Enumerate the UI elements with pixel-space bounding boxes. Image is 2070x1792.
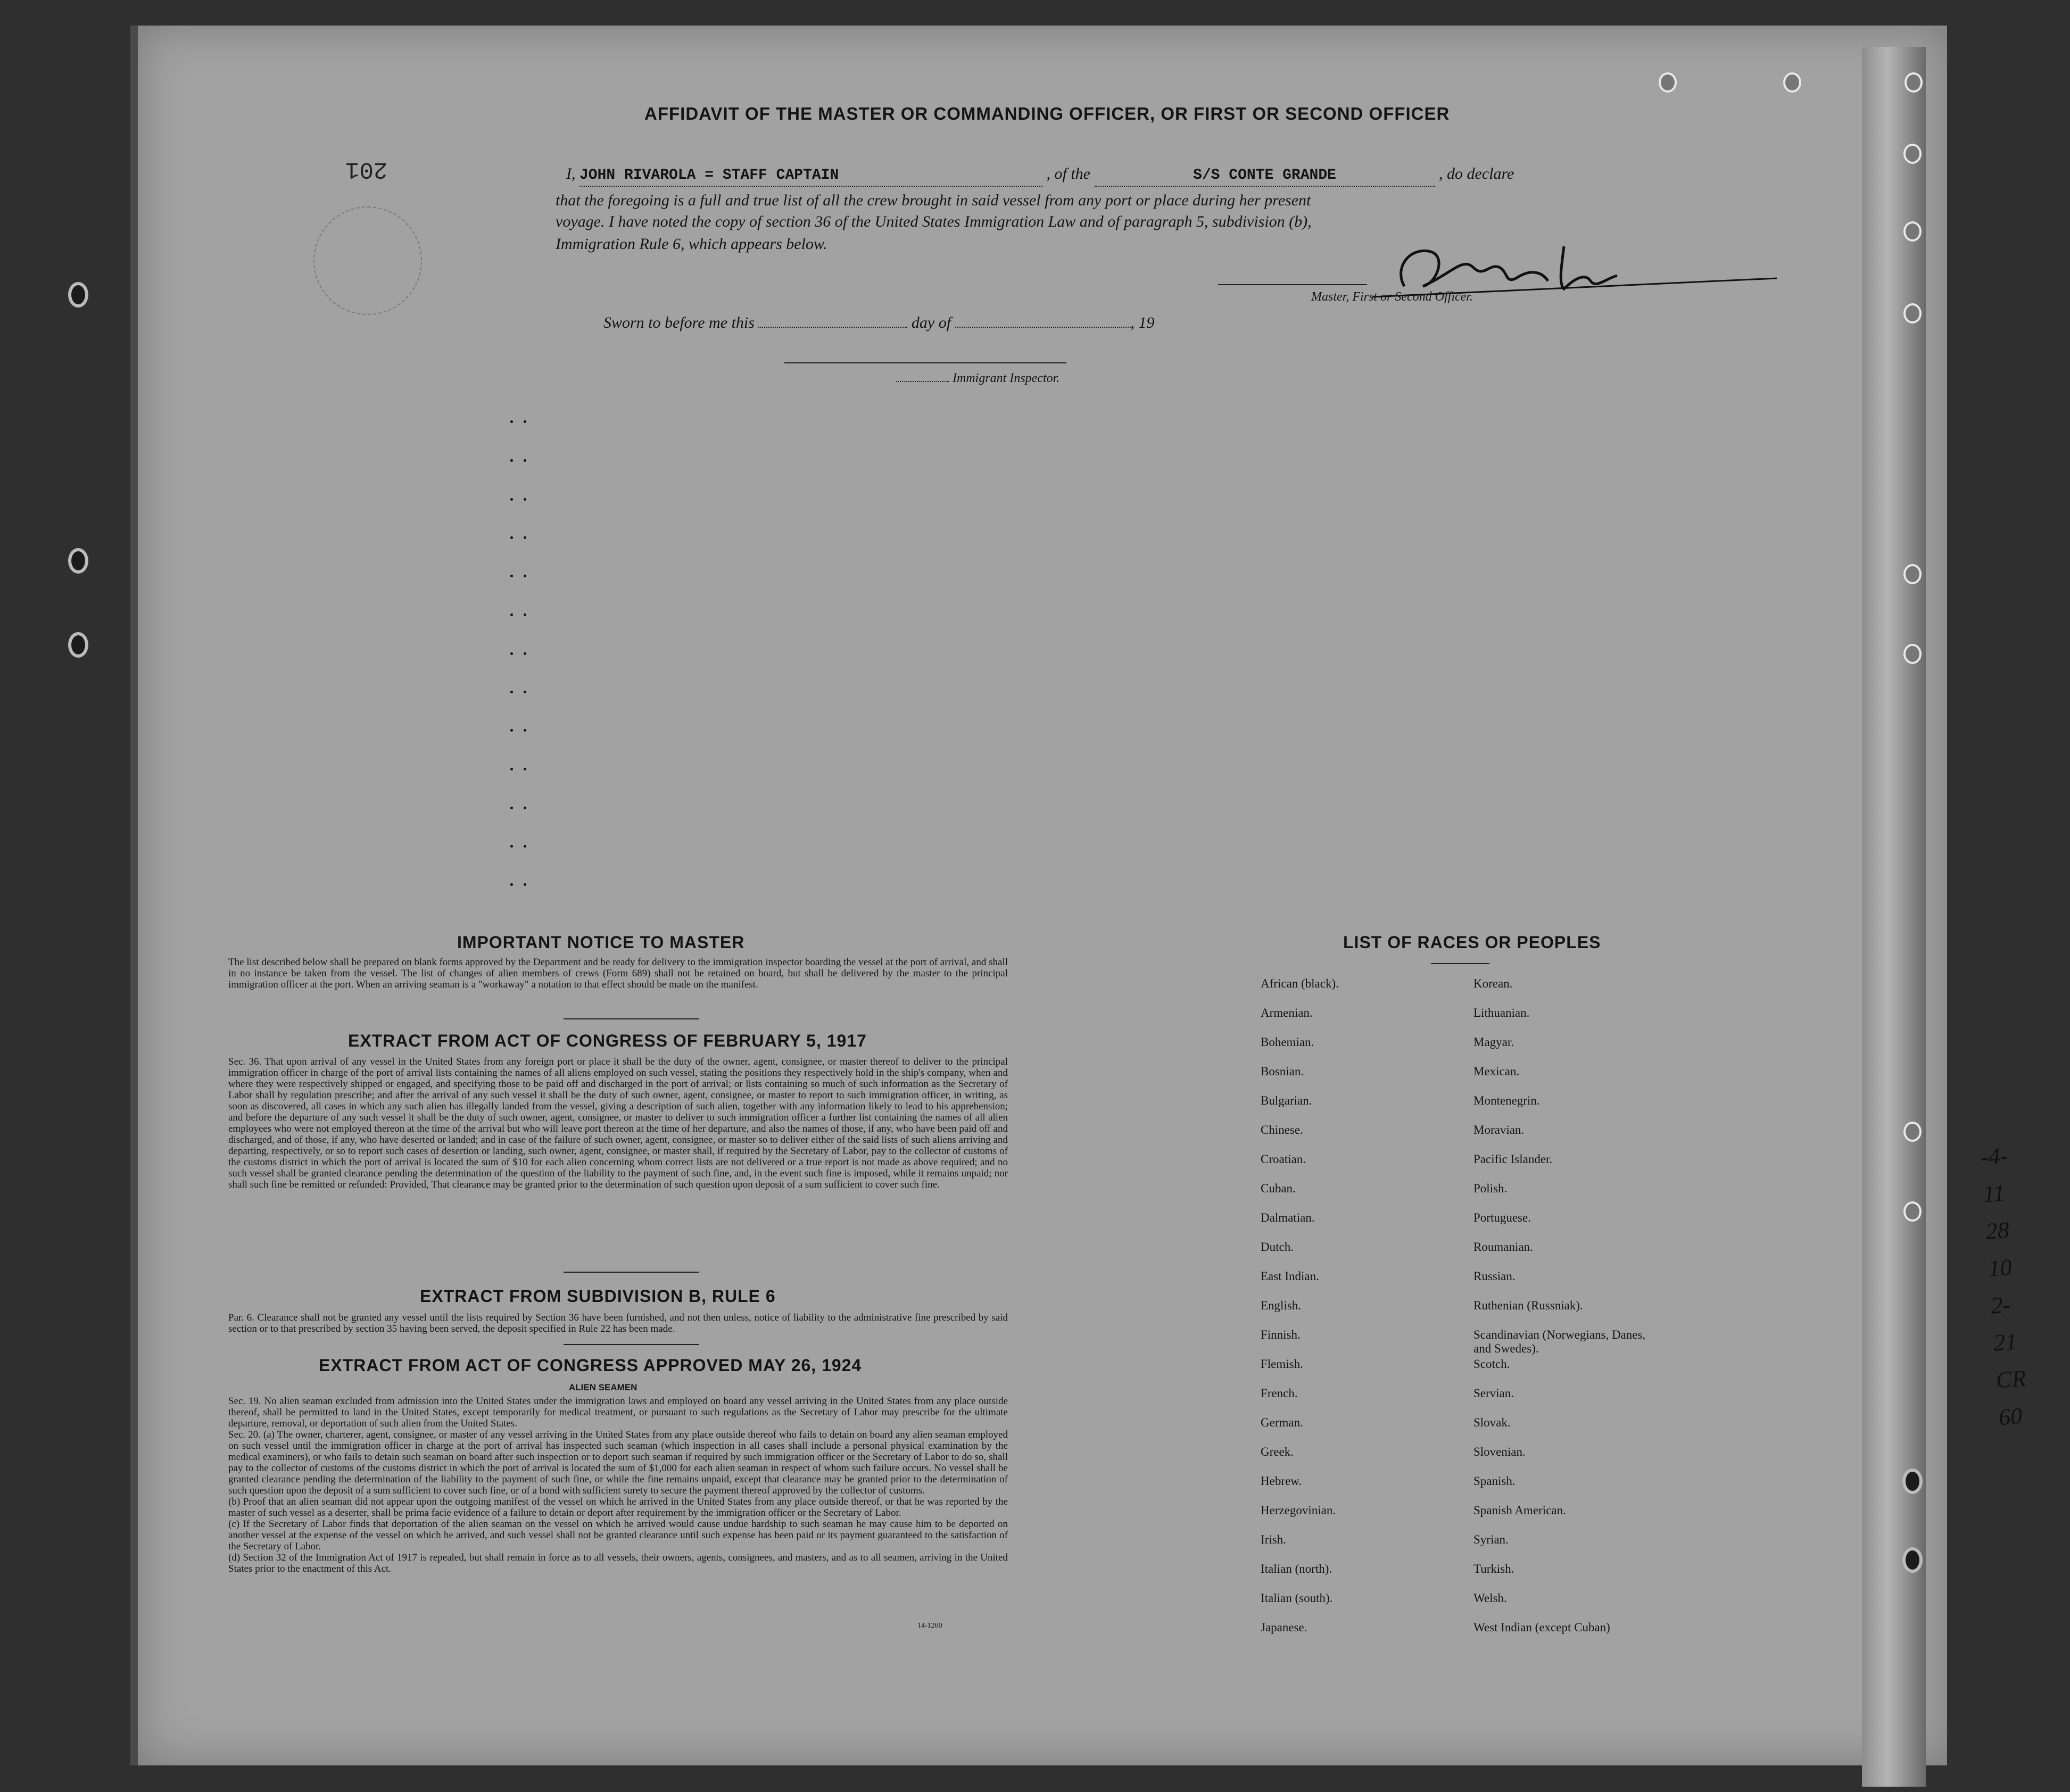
sworn-line (603, 313, 1155, 333)
race-item: Croatian. (1261, 1152, 1306, 1166)
race-item: Spanish. (1473, 1474, 1516, 1488)
race-item: East Indian. (1261, 1270, 1319, 1283)
races-left-column (1261, 977, 1473, 1650)
binder-hole (68, 632, 88, 658)
binder-hole (1903, 144, 1922, 164)
binder-hole (1783, 72, 1801, 93)
subdivision-title: EXTRACT FROM SUBDIVISION B, RULE 6 (420, 1287, 776, 1306)
race-item: Korean. (1473, 977, 1513, 990)
declarant-name: JOHN RIVAROLA = STAFF CAPTAIN (579, 165, 1042, 187)
sec-20b: (b) Proof that an alien seaman did not appear upon the outgoing manifest of the vessel on which he arrived in the United States from any place outside thereof, or that he was reported by the master of such vessel as a deserter, shall be prima facie evidence of a failure to detain or deport after requirement by the immigration officer or the Secretary of Labor. (228, 1496, 1008, 1519)
races-title: LIST OF RACES OR PEOPLES (1343, 933, 1601, 952)
binder-hole (68, 282, 88, 308)
binder-hole (1903, 303, 1922, 323)
race-item: Welsh. (1473, 1591, 1507, 1605)
race-item: Moravian. (1473, 1123, 1525, 1136)
race-item: French. (1261, 1387, 1298, 1400)
race-item: Russian. (1473, 1270, 1516, 1283)
race-item: Bulgarian. (1261, 1094, 1312, 1107)
races-right-column (1473, 977, 1686, 1650)
notice-text: The list described below shall be prepared on blank forms approved by the Department and be ready for delivery to the immigration inspector boarding the vessel at the port of arrival, and shall in no instance be taken from the vessel. The list of changes of alien members of crews (Form 689) shall not be retained on board, but shall be delivered by the master to the principal immigration officer at the port. When an arriving seaman is a "workaway" a notation to that effect should be made on the manifest. (228, 957, 1008, 990)
race-item: Irish. (1261, 1533, 1286, 1546)
race-item: Turkish. (1473, 1562, 1514, 1575)
binder-hole (1902, 1547, 1923, 1573)
race-item: Bohemian. (1261, 1035, 1314, 1049)
race-item: German. (1261, 1416, 1303, 1429)
race-item: Scotch. (1473, 1357, 1510, 1371)
race-item: Cuban. (1261, 1182, 1296, 1195)
affidavit-i: I, (566, 165, 576, 182)
binder-hole (1905, 72, 1923, 93)
affidavit-title: AFFIDAVIT OF THE MASTER OR COMMANDING OFFICER, OR FIRST OR SECOND OFFICER (644, 104, 1450, 123)
race-item: West Indian (except Cuban) (1473, 1621, 1610, 1634)
race-item: Italian (south). (1261, 1591, 1333, 1605)
race-item: Japanese. (1261, 1621, 1307, 1634)
race-item: Hebrew. (1261, 1474, 1302, 1488)
binder-hole (1903, 1201, 1922, 1222)
race-item: Magyar. (1473, 1035, 1514, 1049)
affidavit-line-2: that the foregoing is a full and true list of all the crew brought in said vessel from any port or place during her present (556, 192, 1311, 209)
master-label: Master, First or Second Officer. (1311, 290, 1473, 304)
race-item: Spanish American. (1473, 1504, 1566, 1517)
binder-hole (1903, 221, 1922, 242)
form-number: 14-1260 (917, 1622, 942, 1630)
binder-hole (1902, 1469, 1923, 1494)
race-item: Scandinavian (Norwegians, Danes, and Swedes). (1473, 1328, 1646, 1355)
extract-1924-title: EXTRACT FROM ACT OF CONGRESS APPROVED MAY 26, 1924 (319, 1356, 862, 1375)
race-item: Portuguese. (1473, 1211, 1531, 1224)
race-item: Ruthenian (Russniak). (1473, 1299, 1583, 1312)
race-item: Armenian. (1261, 1006, 1313, 1019)
race-item: Flemish. (1261, 1357, 1303, 1371)
of-the-label: , of the (1046, 165, 1090, 182)
race-item: English. (1261, 1299, 1302, 1312)
extract-1917-text: Sec. 36. That upon arrival of any vessel in the United States from any foreign port or place it shall be the duty of the owner, agent, consignee, or master thereof to deliver to the principal immigration officer in charge of the port of arrival lists containing the names of all aliens employed on such vessel, stating the positions they respectively hold in the ship's company, when and where they were respectively shipped or engaged, and specifying those to be paid off and discharged in the port of arrival; or lists containing so much of such information as the Secretary of Labor shall by regulation prescribe; and after the arrival of any such vessel it shall be the duty of such owner, agent, consignee, or master to report to such immigration officer, in writing, as soon as discovered, all cases in which any such alien has illegally landed from the vessel, giving a description of such alien, together with any information likely to lead to his apprehension; and before the departure of any such vessel it shall be the duty of such owner, agent, consignee, or master to deliver to such immigration officer a further list containing the names of all alien employees who were not employed thereon at the time of the arrival but who will leave port thereon at the time of her departure, and also the names of those, if any, who have been paid off and discharged, and of those, if any, who have deserted or landed; and in case of the failure of such owner, agent, consignee, or master so to deliver either of the said lists of such aliens arriving and departing, respectively, or so to report such cases of desertion or landing, such owner, agent, consignee, or master shall, if required by the Secretary of Labor, pay to the collector of customs of the customs district in which the port of arrival is located the sum of $10 for each alien concerning whom correct lists are not delivered or a true report is not made as above required; and no such vessel shall be granted clearance pending the determination of the question of the liability to the payment of such fine, and, in the event such fine is imposed, while it remains unpaid; nor shall such fine be remitted or refunded: Provided, That clearance may be granted prior to the determination of such question upon deposit of a sum sufficient to cover such fine. (228, 1056, 1008, 1190)
race-item: Slovenian. (1473, 1445, 1526, 1458)
race-item: Mexican. (1473, 1065, 1520, 1078)
alien-seamen-subtitle: ALIEN SEAMEN (569, 1382, 637, 1392)
inspector-label: Immigrant Inspector. (953, 371, 1060, 385)
binder-hole (1903, 564, 1922, 584)
binder-hole (1903, 644, 1922, 664)
vessel-name: S/S CONTE GRANDE (1095, 165, 1435, 187)
sec-20c: (c) If the Secretary of Labor finds that deportation of the alien seaman on the vessel on which he arrived would cause undue hardship to such seaman he may cause him to be deported on another vessel at the expense of the vessel on which he arrived, and such vessel shall not be granted clearance until such expense has been paid or its payment guaranteed to the satisfaction of the Secretary of Labor. (228, 1519, 1008, 1552)
subdivision-text: Par. 6. Clearance shall not be granted any vessel until the lists required by Section 36 have been furnished, and not then unless, notice of liability to the administrative fine prescribed by said section or to that prescribed by section 35 having been served, the deposit specified in Rule 22 has been made. (228, 1312, 1008, 1334)
margin-notes: -4-11 28 10 2-21 CR 60 (1980, 1142, 2027, 1431)
race-item: Dutch. (1261, 1240, 1294, 1254)
race-item: Roumanian. (1473, 1240, 1533, 1254)
page-number: 201 (345, 156, 388, 182)
race-item: Italian (north). (1261, 1562, 1332, 1575)
extract-1917-title: EXTRACT FROM ACT OF CONGRESS OF FEBRUARY 5, 1917 (348, 1031, 867, 1050)
race-item: Pacific Islander. (1473, 1152, 1553, 1166)
race-item: Dalmatian. (1261, 1211, 1315, 1224)
affidavit-line-3: voyage. I have noted the copy of section 36 of the United States Immigration Law and of paragraph 5, subdivision (b), (556, 213, 1312, 230)
notice-title: IMPORTANT NOTICE TO MASTER (457, 933, 745, 952)
race-item: Slovak. (1473, 1416, 1511, 1429)
document-page (130, 26, 2027, 1765)
affidavit-line-4: Immigration Rule 6, which appears below. (556, 235, 827, 253)
sec-20d: (d) Section 32 of the Immigration Act of 1917 is repealed, but shall remain in force as to all vessels, their owners, agents, consignees, and masters, and as to all seamen, arriving in the United States prior to the enactment of this Act. (228, 1552, 1008, 1574)
sworn-label: Sworn to before me this (603, 314, 755, 331)
day-of-label: day of (911, 314, 951, 331)
inspector-line (896, 371, 1059, 386)
do-declare-label: , do declare (1439, 165, 1514, 182)
binder-hole (1659, 72, 1677, 93)
race-item: Montenegrin. (1473, 1094, 1540, 1107)
race-item: Finnish. (1261, 1328, 1301, 1341)
race-item: Greek. (1261, 1445, 1294, 1458)
race-item: Servian. (1473, 1387, 1514, 1400)
year-label: , 19 (1130, 314, 1155, 331)
race-item: Polish. (1473, 1182, 1508, 1195)
sec-20a: Sec. 20. (a) The owner, charterer, agent, consignee, or master of any vessel arriving in the United States from any place outside thereof who fails to detain on board any alien seaman employed on such vessel until the immigration officer in charge at the port of arrival has inspected such seaman (which inspection in all cases shall include a personal physical examination by the medical examiners), or who fails to detain such seaman on board after such inspection or to deport such seaman if required by such immigration officer or the Secretary of Labor to do so, shall pay to the collector of customs of the customs district in which the port of arrival is located the sum of $1,000 for each alien seaman in respect of whom such failure occurs. No vessel shall be granted clearance pending the determination of the liability to the payment of such fine, or while the fine remains unpaid, except that clearance may be granted prior to the determination of such question upon the deposit of a sum sufficient to cover such fine, or of a bond with sufficient surety to secure the payment thereof approved by the collector of customs. (228, 1429, 1008, 1496)
binder-hole (68, 548, 88, 574)
race-item: Chinese. (1261, 1123, 1303, 1136)
race-item: African (black). (1261, 977, 1339, 990)
faded-stamp (313, 206, 422, 315)
sec-19: Sec. 19. No alien seaman excluded from admission into the United States under the immigration laws and employed on board any vessel arriving in the United States from any place outside thereof, shall be permitted to land in the United States, except temporarily for medical treatment, or pursuant to such regulations as the Secretary of Labor may prescribe for the ultimate departure, removal, or deportation of such alien from the United States. (228, 1396, 1008, 1429)
race-item: Herzegovinian. (1261, 1504, 1336, 1517)
race-item: Bosnian. (1261, 1065, 1304, 1078)
extract-1924-body (228, 1396, 1008, 1574)
binder-hole (1903, 1122, 1922, 1142)
race-item: Lithuanian. (1473, 1006, 1530, 1019)
affidavit-line-1 (566, 164, 1514, 187)
race-item: Syrian. (1473, 1533, 1509, 1546)
